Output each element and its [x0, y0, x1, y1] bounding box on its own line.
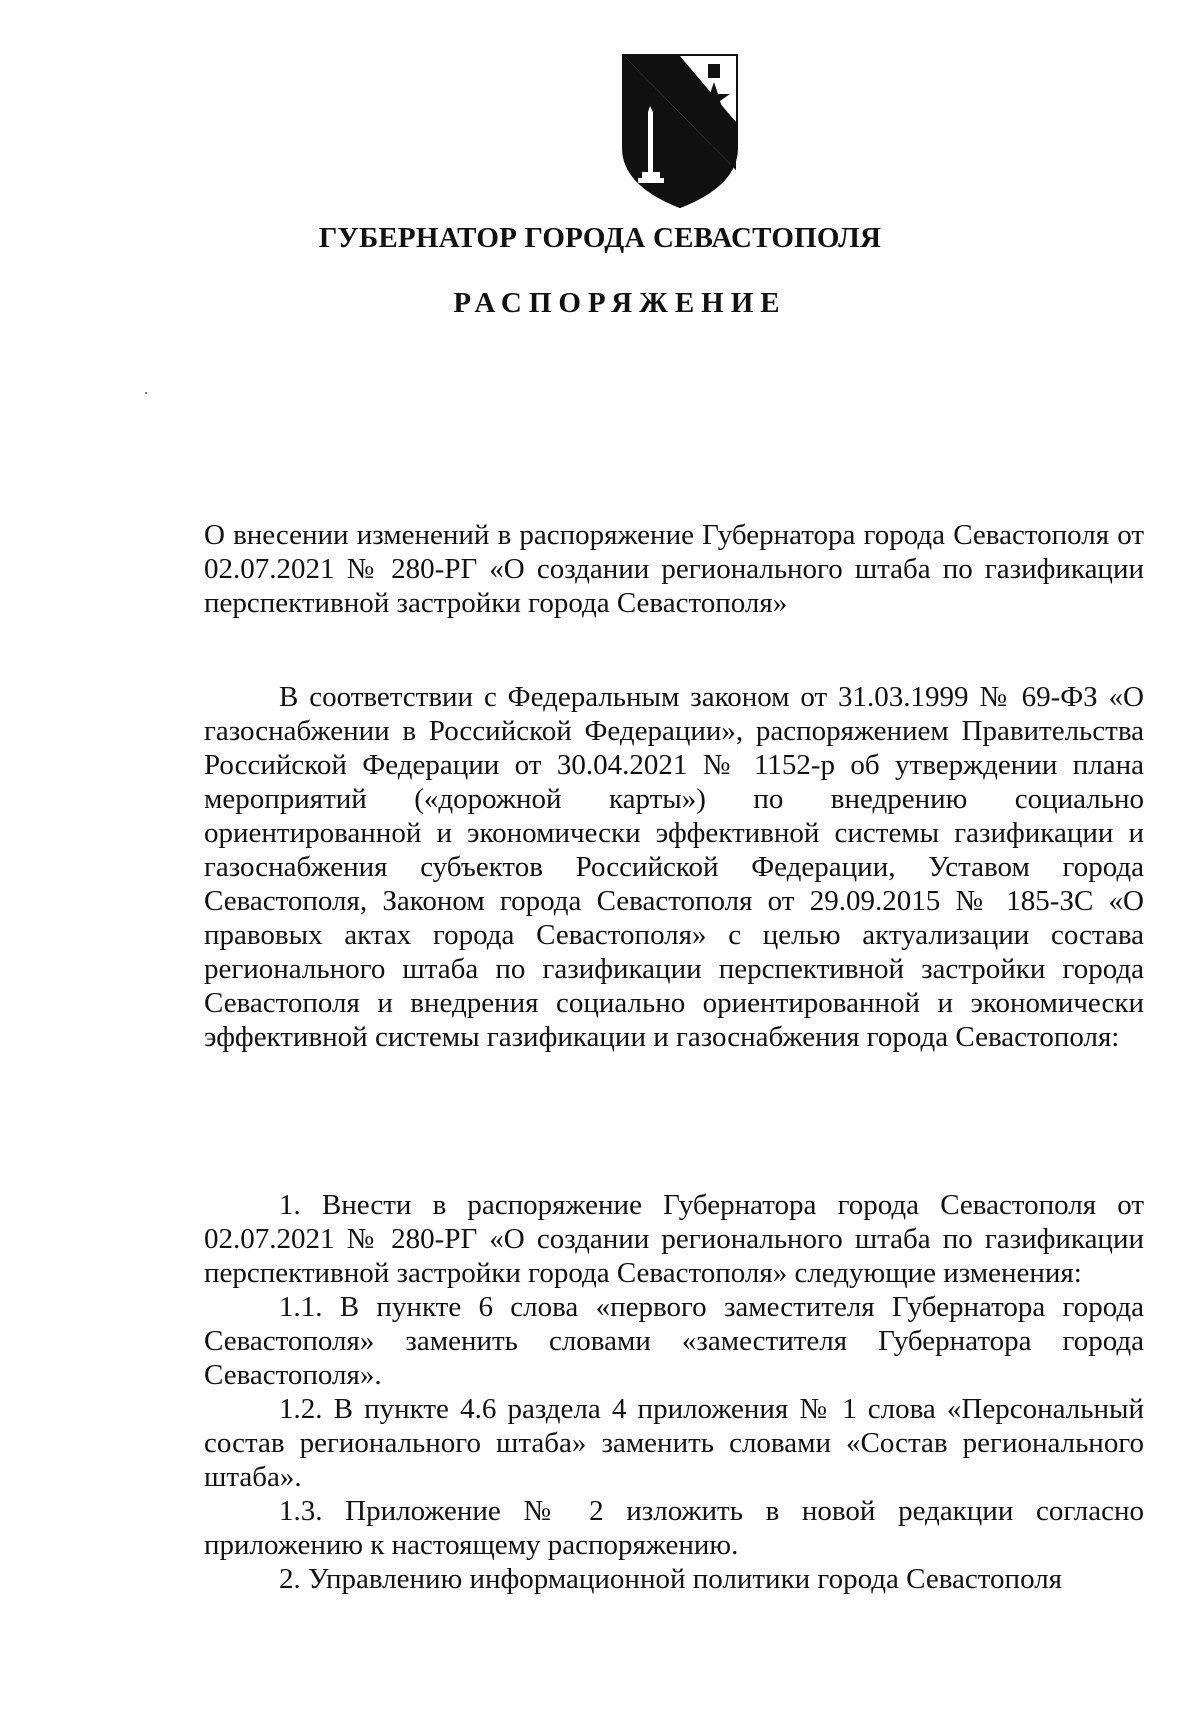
order-item-1-3: 1.3. Приложение № 2 изложить в новой редакции согласно приложению к настоящему распоряжению. — [204, 1495, 1144, 1561]
order-item-1-1: 1.1. В пункте 6 слова «первого заместителя Губернатора города Севастополя» заменить словами «заместителя Губернатора города Севастополя». — [204, 1291, 1144, 1391]
scan-speck — [145, 392, 147, 394]
document-subject — [204, 518, 1144, 620]
order-items — [204, 1188, 1144, 1596]
order-item-2: 2. Управлению информационной политики города Севастополя — [279, 1563, 1062, 1595]
preamble-text: В соответствии с Федеральным законом от 31.03.1999 № 69-ФЗ «О газоснабжении в Российской Федерации», распоряжением Правительства Российской Федерации от 30.04.2021 № 1152-р об утверждении плана мероприятий («дорожной карты») по внедрению социально ориентированной и экономически эффективной системы газификации и газоснабжения субъектов Российской Федерации, Уставом города Севастополя, Законом города Севастополя от 29.09.2015 № 185-ЗС «О правовых актах города Севастополя» с целью актуализации состава регионального штаба по газификации перспективной застройки города Севастополя и внедрения социально ориентированной и экономически эффективной системы газификации и газоснабжения города Севастополя: — [204, 681, 1144, 1053]
sevastopol-coat-of-arms-icon — [618, 52, 742, 210]
preamble — [204, 680, 1144, 1054]
order-item-1: 1. Внести в распоряжение Губернатора города Севастополя от 02.07.2021 № 280-РГ «О создании регионального штаба по газификации перспективной застройки города Севастополя» следующие изменения: — [204, 1189, 1144, 1289]
order-item-1-2: 1.2. В пункте 4.6 раздела 4 приложения № 1 слова «Персональный состав регионального штаба» заменить словами «Состав регионального штаба». — [204, 1393, 1144, 1493]
subject-text: О внесении изменений в распоряжение Губернатора города Севастополя от 02.07.2021 № 280-РГ «О создании регионального штаба по газификации перспективной застройки города Севастополя» — [204, 519, 1144, 619]
issuing-authority: ГУБЕРНАТОР ГОРОДА СЕВАСТОПОЛЯ — [318, 222, 882, 254]
document-type: РАСПОРЯЖЕНИЕ — [453, 287, 787, 319]
